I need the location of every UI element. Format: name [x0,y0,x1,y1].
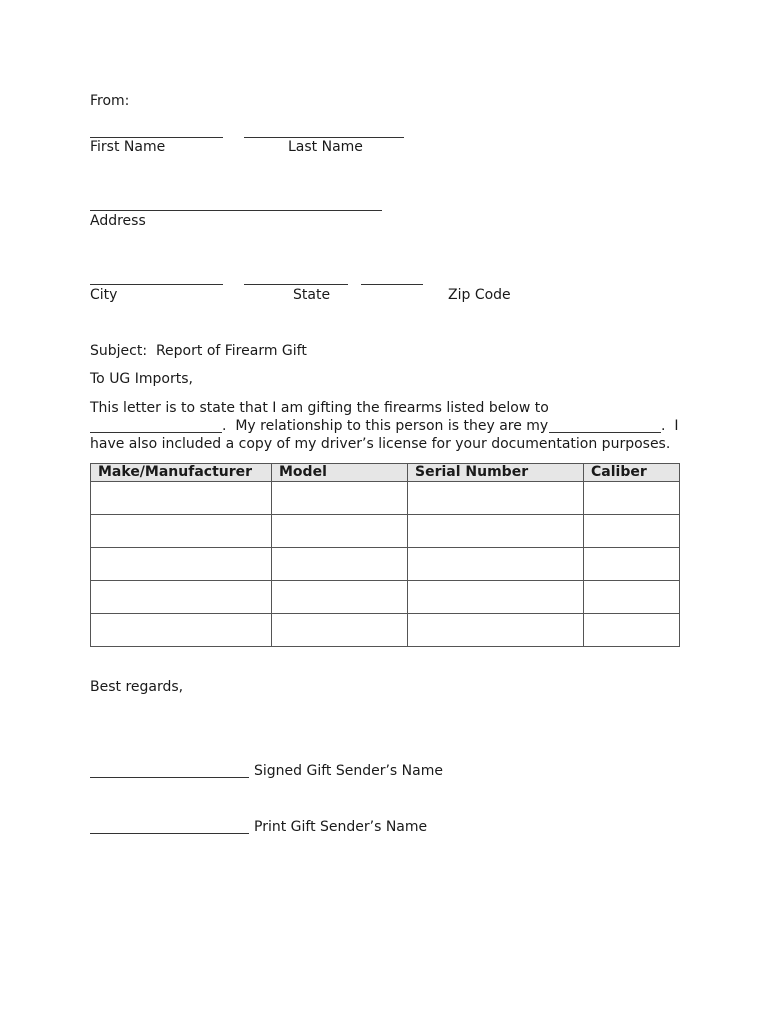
table-row [91,581,680,614]
model-cell[interactable] [272,515,408,548]
column-header-model: Model [272,464,408,482]
column-header-serial: Serial Number [408,464,584,482]
zip-code-label: Zip Code [448,287,511,303]
zip-code-field[interactable] [361,284,423,285]
signature-field[interactable] [90,777,249,778]
caliber-cell[interactable] [584,581,680,614]
address-label: Address [90,213,146,229]
firearms-table [90,463,680,647]
table-row [91,614,680,647]
caliber-cell[interactable] [584,548,680,581]
address-field[interactable] [90,210,382,211]
first-name-label: First Name [90,139,166,155]
table-row [91,515,680,548]
print-name-label: Print Gift Sender’s Name [254,819,428,835]
model-cell[interactable] [272,482,408,515]
first-name-field[interactable] [90,137,223,138]
serial-cell[interactable] [408,614,584,647]
serial-cell[interactable] [408,482,584,515]
model-cell[interactable] [272,548,408,581]
table-row [91,482,680,515]
last-name-label: Last Name [288,139,363,155]
last-name-field[interactable] [244,137,404,138]
model-cell[interactable] [272,614,408,647]
serial-cell[interactable] [408,515,584,548]
closing-regards: Best regards, [90,679,184,695]
print-name-field[interactable] [90,833,249,834]
state-field[interactable] [244,284,348,285]
subject-line: Subject: Report of Firearm Gift [90,343,307,359]
caliber-cell[interactable] [584,614,680,647]
model-cell[interactable] [272,581,408,614]
state-label: State [293,287,331,303]
serial-cell[interactable] [408,581,584,614]
caliber-cell[interactable] [584,515,680,548]
column-header-make: Make/Manufacturer [91,464,272,482]
body-line-2-relationship: . My relationship to this person is they are my [222,418,549,434]
city-field[interactable] [90,284,223,285]
from-label: From: [90,93,130,109]
recipient-name-field[interactable] [90,432,222,433]
body-line-1: This letter is to state that I am gifting the firearms listed below to [90,400,549,416]
signed-name-label: Signed Gift Sender’s Name [254,763,443,779]
make-cell[interactable] [91,614,272,647]
make-cell[interactable] [91,482,272,515]
city-label: City [90,287,118,303]
caliber-cell[interactable] [584,482,680,515]
table-header-row [91,464,680,482]
make-cell[interactable] [91,581,272,614]
relationship-field[interactable] [549,432,661,433]
body-line-2-end: . I [661,418,679,434]
serial-cell[interactable] [408,548,584,581]
make-cell[interactable] [91,548,272,581]
salutation: To UG Imports, [90,371,193,387]
make-cell[interactable] [91,515,272,548]
column-header-caliber: Caliber [584,464,680,482]
table-row [91,548,680,581]
body-line-3: have also included a copy of my driver’s license for your documentation purposes. [90,436,671,452]
